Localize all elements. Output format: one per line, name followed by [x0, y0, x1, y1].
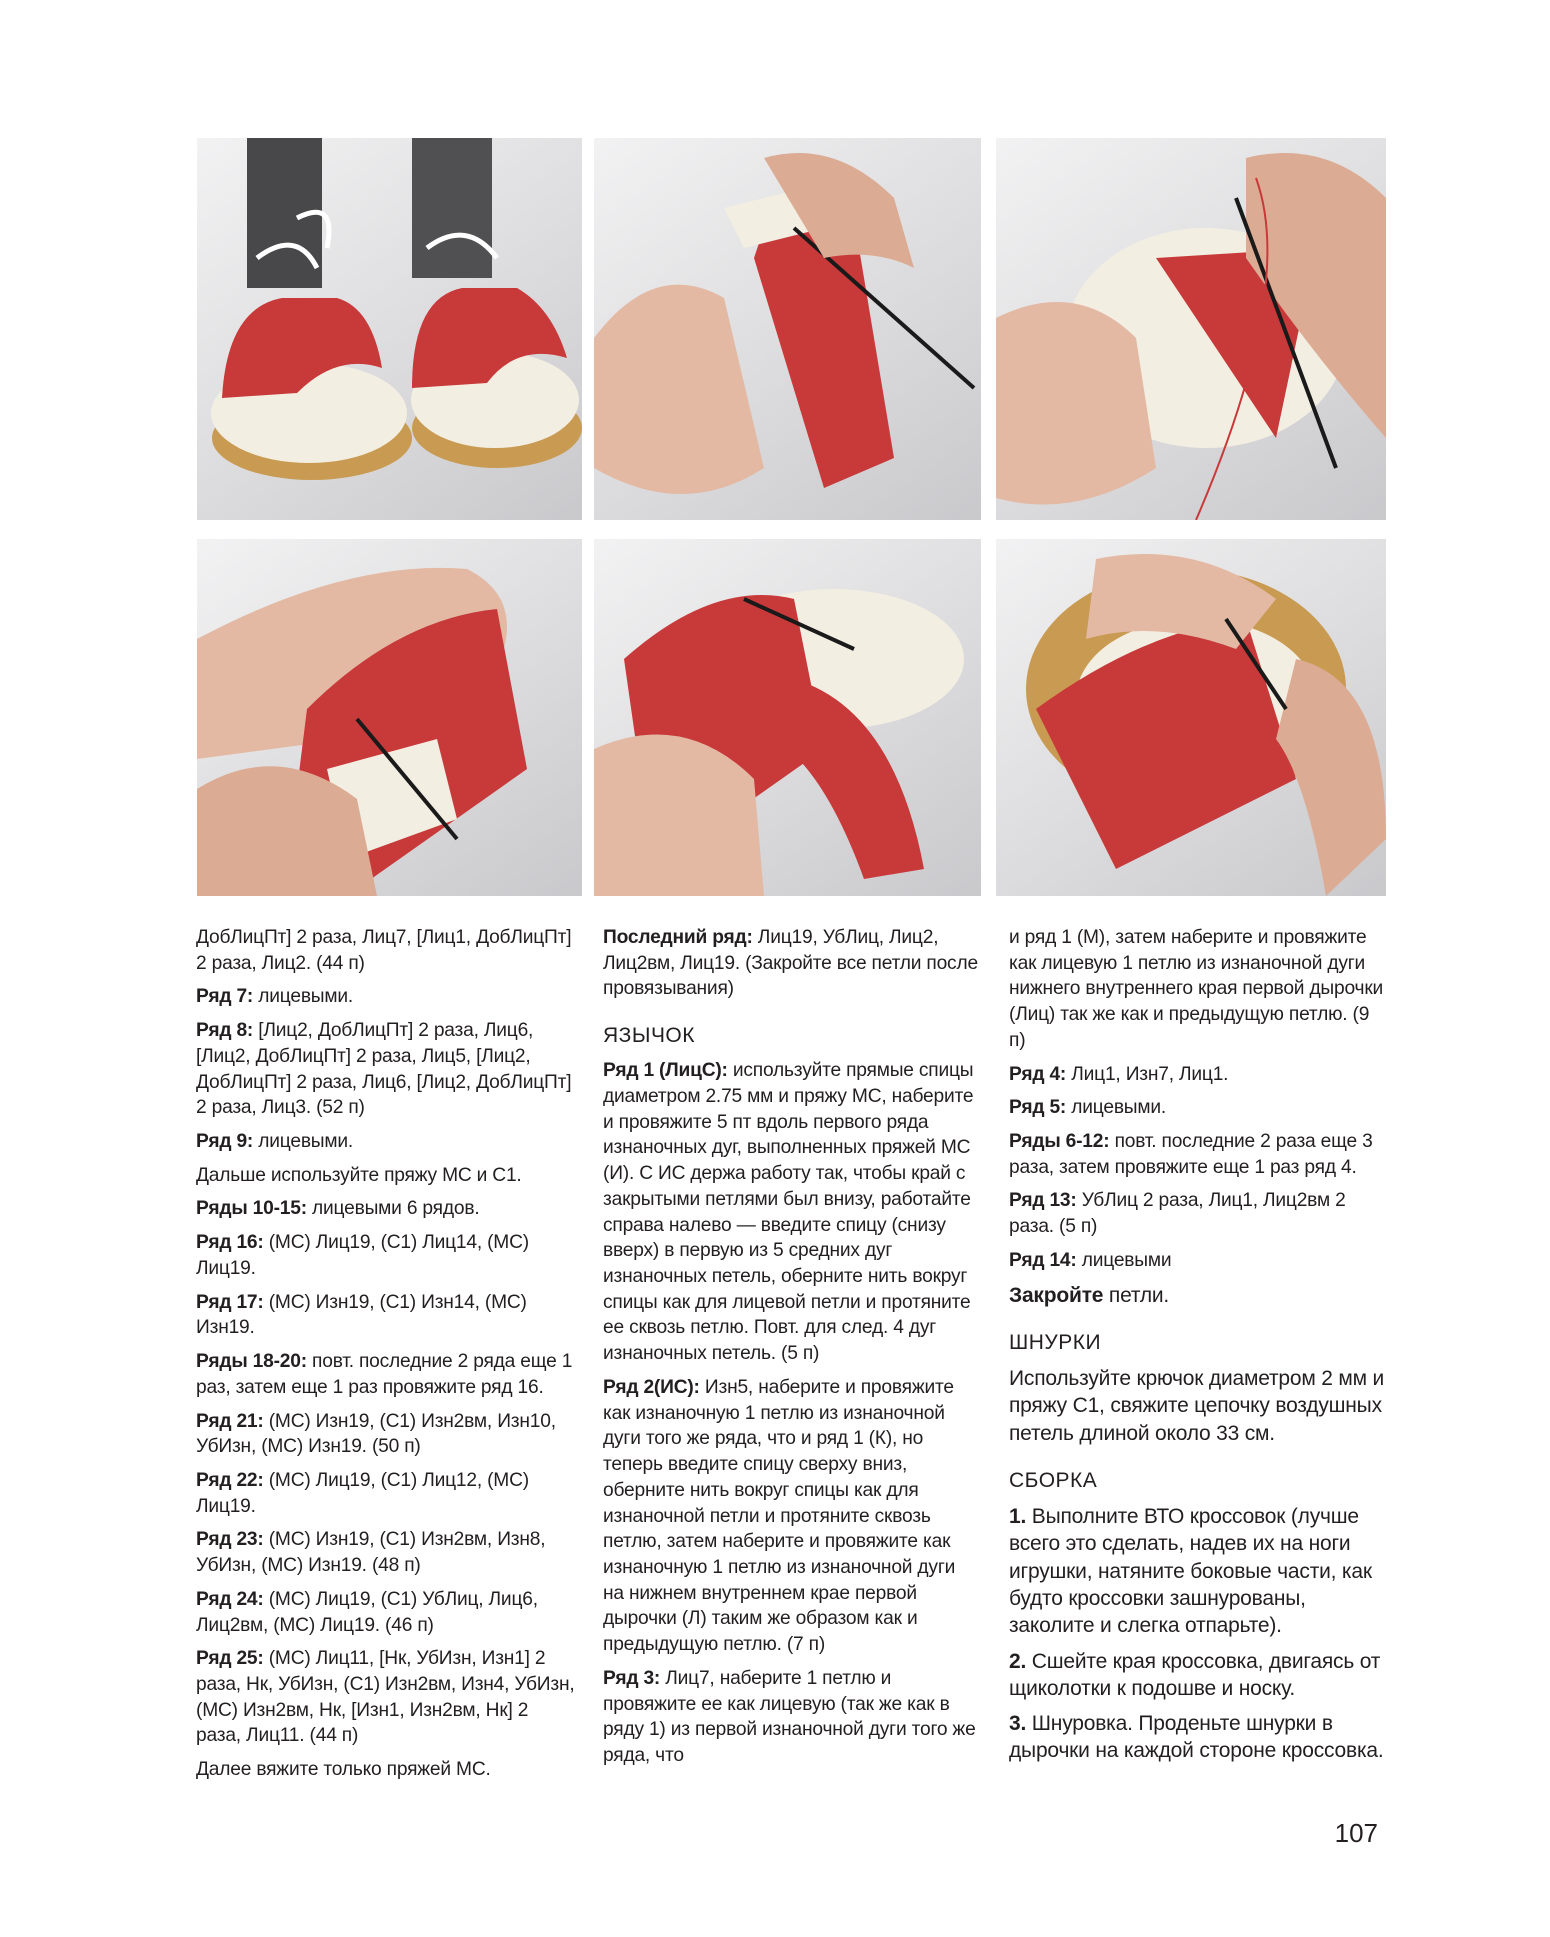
- row-instruction: Ряды 6-12: повт. последние 2 раза еще 3 раза, затем провяжите еще 1 раз ряд 4.: [1009, 1131, 1373, 1178]
- row-instruction: Ряд 23: (МС) Изн19, (С1) Изн2вм, Изн8, УбИзн, (МС) Изн19. (48 п): [196, 1529, 546, 1577]
- paragraph: Далее вяжите только пряжей МС.: [196, 1759, 491, 1781]
- text-column-1: [196, 925, 576, 1791]
- row-instruction: Ряд 8: [Лиц2, ДобЛицПт] 2 раза, Лиц6, [Лиц2, ДобЛицПт] 2 раза, Лиц5, [Лиц2, ДобЛицПт] 2 раза, Лиц6, [Лиц2, ДобЛицПт] 2 раза, Лиц3. (52 п): [196, 1020, 572, 1119]
- row-instruction: Ряд 21: (МС) Изн19, (С1) Изн2вм, Изн10, УбИзн, (МС) Изн19. (50 п): [196, 1410, 556, 1458]
- section-heading-tongue: ЯЗЫЧОК: [603, 1024, 696, 1048]
- row-instruction: Ряды 10-15: лицевыми 6 рядов.: [196, 1198, 480, 1220]
- row-instruction: Ряд 2(ИС): Изн5, наберите и провяжите как изнаночную 1 петлю из изнаночной дуги того же ряда, что и ряд 1 (К), но теперь введите спицу сверху вниз, оберните нить вокруг спицы как для изнаночной петли и протяните сквозь петлю, затем наберите и провяжите как изнаночную 1 петлю из изнаночной дуги на нижнем внутреннем крае первой дырочки (Л) таким же образом как и предыдущую петлю. (7 п): [603, 1376, 956, 1656]
- assembly-step: 3. Шнуровка. Проденьте шнурки в дырочки на каждой стороне кроссовка.: [1009, 1712, 1384, 1763]
- row-instruction: Закройте петли.: [1009, 1283, 1170, 1307]
- row-instruction: Ряд 13: УбЛиц 2 раза, Лиц1, Лиц2вм 2 раза. (5 п): [1009, 1190, 1346, 1238]
- paragraph: ДобЛицПт] 2 раза, Лиц7, [Лиц1, ДобЛицПт] 2 раза, Лиц2. (44 п): [196, 927, 572, 974]
- text-column-2: [603, 925, 981, 1777]
- section-heading-laces: ШНУРКИ: [1009, 1330, 1102, 1354]
- photo-step-i: [594, 138, 981, 520]
- row-instruction: Ряд 9: лицевыми.: [196, 1131, 354, 1153]
- assembly-step: 1. Выполните ВТО кроссовок (лучше всего это сделать, надев их на ноги игрушки, натяните боковые части, как будто кроссовки зашнурованы, заколите и слегка отпарьте).: [1009, 1505, 1372, 1638]
- row-instruction: Ряд 17: (МС) Изн19, (С1) Изн14, (МС) Изн19.: [196, 1291, 527, 1339]
- row-instruction: Ряд 3: Лиц7, наберите 1 петлю и провяжите ее как лицевую (так же как в ряду 1) из первой изнаночной дуги того же ряда, что: [603, 1667, 976, 1766]
- row-instruction: Ряд 5: лицевыми.: [1009, 1097, 1167, 1119]
- row-instruction: Ряд 4: Лиц1, Изн7, Лиц1.: [1009, 1063, 1229, 1085]
- section-heading-assembly: СБОРКА: [1009, 1468, 1098, 1492]
- paragraph: Дальше используйте пряжу МС и С1.: [196, 1164, 522, 1186]
- photo-step-k: [996, 138, 1386, 520]
- assembly-step: 2. Сшейте края кроссовка, двигаясь от щиколотки к подошве и носку.: [1009, 1649, 1381, 1700]
- row-instruction: Ряд 1 (ЛицС): используйте прямые спицы диаметром 2.75 мм и пряжу МС, наберите и провяжите 5 пт вдоль первого ряда изнаночных дуг, выполненных пряжей МС (И). С ИС держа работу так, чтобы край с закрытыми петлями был внизу, работайте справа налево — введите спицу (снизу вверх) в первую из 5 средних дуг изнаночных петель, оберните нить вокруг спицы как для лицевой петли и протяните ее сквозь петлю. Повт. для след. 4 дуг изнаночных петель. (5 п): [603, 1060, 974, 1365]
- paragraph: и ряд 1 (М), затем наберите и провяжите как лицевую 1 петлю из изнаночной дуги нижнего внутреннего края первой дырочки (Лиц) так же как и предыдущую петлю. (9 п): [1009, 927, 1384, 1051]
- row-instruction: Ряд 16: (МС) Лиц19, (С1) Лиц14, (МС) Лиц19.: [196, 1232, 529, 1279]
- row-instruction: Ряды 18-20: повт. последние 2 ряда еще 1 раз, затем еще 1 раз провяжите ряд 16.: [196, 1351, 573, 1398]
- text-column-3: [1009, 925, 1389, 1773]
- paragraph: Используйте крючок диаметром 2 мм и пряжу С1, свяжите цепочку воздушных петель длиной около 33 см.: [1009, 1367, 1384, 1445]
- photo-step-l: [197, 539, 582, 896]
- photo-step-m: [594, 539, 981, 896]
- row-instruction: Ряд 7: лицевыми.: [196, 986, 354, 1008]
- row-instruction: Ряд 22: (МС) Лиц19, (С1) Лиц12, (МС) Лиц19.: [196, 1469, 529, 1517]
- photo-finished-sneakers: [197, 138, 582, 520]
- photo-step-n: [996, 539, 1386, 896]
- row-instruction: Ряд 25: (МС) Лиц11, [Нк, УбИзн, Изн1] 2 раза, Нк, УбИзн, (С1) Изн2вм, Изн4, УбИзн, (МС) Изн2вм, Нк, [Изн1, Изн2вм, Нк] 2 раза, Лиц11. (44 п): [196, 1648, 575, 1747]
- page-number: 107: [1334, 1818, 1378, 1848]
- row-instruction: Ряд 14: лицевыми: [1009, 1249, 1172, 1271]
- last-row-instruction: Последний ряд: Лиц19, УбЛиц, Лиц2, Лиц2вм, Лиц19. (Закройте все петли после провязывания): [603, 927, 978, 1000]
- row-instruction: Ряд 24: (МС) Лиц19, (С1) УбЛиц, Лиц6, Лиц2вм, (МС) Лиц19. (46 п): [196, 1588, 538, 1636]
